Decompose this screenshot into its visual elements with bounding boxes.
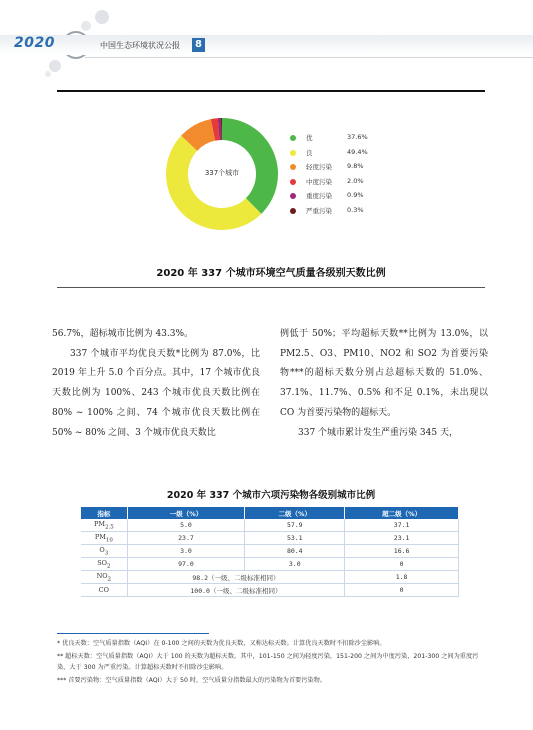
header-grade1: 一级（%） — [127, 507, 245, 519]
cell-grade2: 53.1 — [245, 532, 345, 545]
legend-value: 0.3% — [347, 205, 364, 214]
legend-item — [290, 133, 370, 145]
header-indicator: 指标 — [81, 507, 127, 519]
header-band — [0, 35, 533, 55]
header-title: 中国生态环境状况公报 — [100, 41, 180, 50]
legend-value: 37.6% — [347, 133, 368, 141]
legend-item — [290, 191, 370, 203]
legend-label: 中度污染 — [306, 177, 332, 186]
footnote-rule — [57, 633, 209, 634]
legend-value: 2.0% — [347, 176, 364, 185]
legend-item — [290, 177, 370, 189]
footnote-2: ** 超标天数：空气质量指数（AQI）大于 100 的天数为超标天数。其中，101-150 之间为轻度污染，151-200 之间为中度污染，201-300 之间为重度污染，大于 300 为严重污染。计算超标天数时不扣除沙尘影响。 — [57, 653, 479, 671]
legend-swatch — [290, 208, 296, 214]
legend-swatch — [290, 164, 296, 170]
cell-grade1: 3.0 — [127, 545, 245, 558]
left-para-2: 337 个城市平均优良天数*比例为 87.0%，比 2019 年上升 5.0 个百分点。其中，17 个城市优良天数比例为 100%、243 个城市优良天数比例在 80% ~ 100% 之间、74 个城市优良天数比例在 50% ~ 80% 之间、3 个城市优良天数比 — [52, 348, 260, 438]
legend-swatch — [290, 150, 296, 156]
donut-center-label: 337个城市 — [204, 169, 240, 177]
cell-indicator: $O_3$ — [81, 545, 127, 558]
legend-swatch — [290, 193, 296, 199]
left-para-1: 56.7%，超标城市比例为 43.3%。 — [52, 329, 194, 339]
table-header-row — [81, 507, 459, 519]
legend-value: 49.4% — [347, 147, 368, 156]
cell-grade1: 97.0 — [127, 558, 245, 571]
table-row — [81, 545, 459, 558]
deco-bubble-4 — [45, 71, 51, 77]
footnote-1: * 优良天数：空气质量指数（AQI）在 0-100 之间的天数为优良天数，又称达标天数。计算优良天数时不扣除沙尘影响。 — [57, 640, 386, 647]
figure-caption: 2020 年 337 个城市环境空气质量各级别天数比例 — [156, 268, 386, 279]
legend-label: 重度污染 — [306, 192, 332, 200]
cell-indicator: $PM_{2.5}$ — [81, 519, 127, 532]
cell-exceed: 0 — [345, 584, 459, 597]
table-row — [81, 558, 459, 571]
legend-swatch — [290, 179, 296, 185]
cell-merged: 98.2（一级、二级标准相同） — [127, 571, 345, 584]
legend-item — [290, 206, 370, 218]
cell-grade2: 57.9 — [245, 519, 345, 532]
footnote-3: *** 首要污染物：空气质量指数（AQI）大于 50 时，空气质量分指数最大的污染物为首要污染物。 — [57, 677, 326, 684]
cell-indicator: $SO_2$ — [81, 558, 127, 571]
cell-exceed: 23.1 — [345, 532, 459, 545]
deco-bubble-1 — [95, 10, 109, 24]
table-row — [81, 532, 459, 545]
legend-label: 严重污染 — [306, 206, 332, 215]
cell-grade2: 3.0 — [245, 558, 345, 571]
pollutant-table — [81, 507, 459, 597]
right-column — [280, 325, 488, 443]
right-para-1: 例低于 50%；平均超标天数**比例为 13.0%，以 PM2.5、O3、PM10、NO2 和 SO2 为首要污染物***的超标天数分别占总超标天数的 51.0%、37.1%、11.7%、0.5% 和不足 0.1%，未出现以 CO 为首要污染物的超标天。 — [280, 329, 488, 418]
cell-exceed: 0 — [345, 558, 459, 571]
cell-exceed: 16.6 — [345, 545, 459, 558]
cell-indicator: CO — [81, 584, 127, 597]
header-grade2: 二级（%） — [245, 507, 345, 519]
header-exceed: 超二级（%） — [345, 507, 459, 519]
cell-merged: 100.0（一级、二级标准相同） — [127, 584, 345, 597]
table-row — [81, 519, 459, 532]
cell-exceed: 1.8 — [345, 571, 459, 584]
legend-label: 良 — [306, 148, 313, 157]
cell-indicator: $PM_{10}$ — [81, 532, 127, 545]
legend-label: 优 — [306, 134, 313, 142]
cell-grade1: 23.7 — [127, 532, 245, 545]
table-row — [81, 571, 459, 584]
legend-label: 轻度污染 — [306, 163, 332, 171]
legend-item — [290, 162, 370, 174]
legend-item — [290, 148, 370, 160]
header-rule — [85, 57, 533, 58]
right-para-2: 337 个城市累计发生严重污染 345 天， — [298, 427, 458, 438]
header-year: 2020 — [14, 35, 55, 51]
cell-exceed: 37.1 — [345, 519, 459, 532]
deco-bubble-3 — [49, 60, 61, 72]
page-number: 8 — [192, 38, 205, 52]
table-row — [81, 584, 459, 597]
donut-slice-1 — [222, 118, 278, 214]
deco-bubble-2 — [81, 21, 91, 31]
cell-indicator: $NO_2$ — [81, 571, 127, 584]
cell-grade2: 80.4 — [245, 545, 345, 558]
left-column — [52, 325, 260, 443]
cell-grade1: 5.0 — [127, 519, 245, 532]
legend-swatch — [290, 135, 296, 141]
legend-value: 0.9% — [347, 191, 364, 199]
table-title: 2020 年 337 个城市六项污染物各级别城市比例 — [166, 490, 376, 501]
legend-value: 9.8% — [347, 162, 364, 170]
